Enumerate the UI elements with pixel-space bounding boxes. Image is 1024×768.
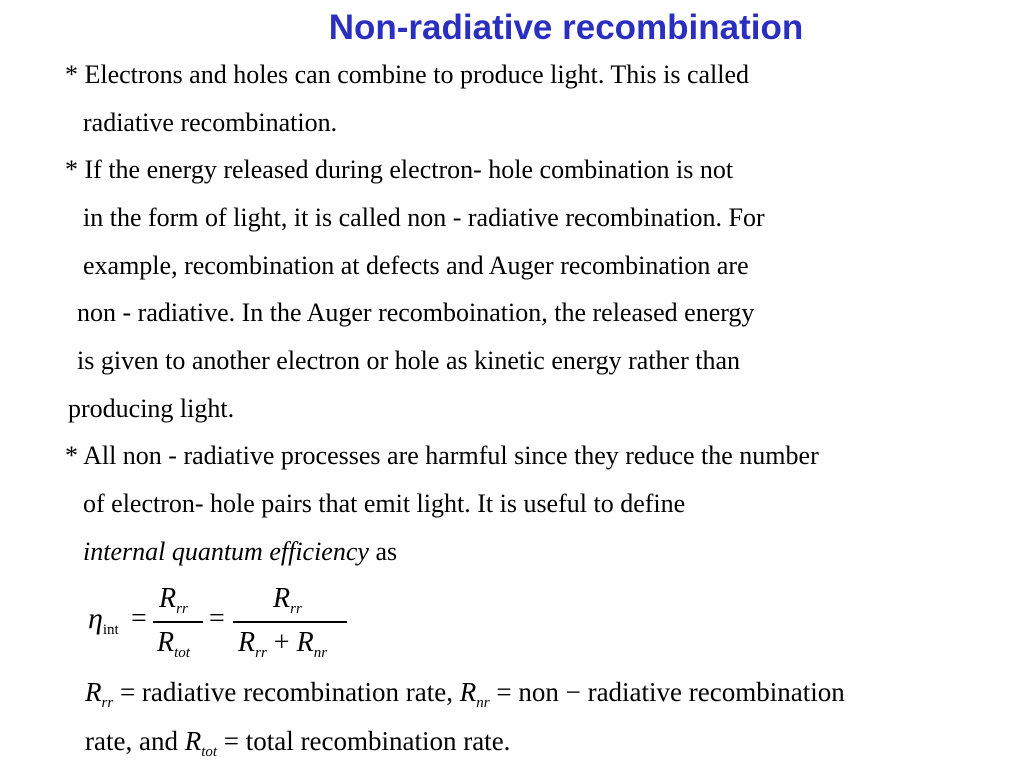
denominator-2 [238, 627, 327, 659]
text-line-3: * If the energy released during electron- hole combination is not [65, 155, 734, 184]
def-total-rate: = total recombination rate. [223, 726, 511, 756]
def-rate-and: rate, and [85, 726, 178, 756]
slide-title: Non-radiative recombination [328, 8, 804, 47]
numerator-1-sub: rr [176, 601, 188, 617]
numerator-2-r: R [273, 583, 291, 614]
text-line-8: producing light. [68, 394, 235, 423]
def-rnr-sub: nr [476, 695, 490, 711]
eta-subscript: int [102, 622, 119, 638]
denominator-1-r: R [157, 627, 175, 658]
equals-1: = [131, 603, 147, 634]
equals-2: = [209, 603, 225, 634]
definition-line-1 [85, 677, 845, 711]
def-rnr: R [459, 677, 477, 707]
denominator-2-sub2: nr [313, 645, 328, 661]
fraction-bar-2 [233, 621, 347, 623]
numerator-1-r: R [159, 583, 177, 614]
denominator-1 [157, 627, 190, 659]
denominator-2-r1: R [238, 627, 256, 658]
text-line-2: radiative recombination. [83, 108, 338, 137]
denominator-2-sub1: rr [255, 645, 267, 661]
denominator-1-sub: tot [174, 645, 190, 661]
def-rtot: R [184, 726, 202, 756]
iqe-term: internal quantum efficiency [83, 537, 369, 566]
numerator-2 [273, 583, 302, 615]
define-suffix: as [375, 537, 398, 566]
text-line-10: of electron- hole pairs that emit light. It is useful to define [83, 489, 686, 518]
def-radiative-rate: = radiative recombination rate, [119, 677, 454, 707]
numerator-1 [159, 583, 188, 615]
def-rrr-sub: rr [101, 695, 114, 711]
text-line-1: * Electrons and holes can combine to produce light. This is called [65, 60, 750, 89]
def-rrr: R [85, 677, 102, 707]
text-line-7: is given to another electron or hole as kinetic energy rather than [77, 346, 740, 375]
text-line-6: non - radiative. In the Auger recomboination, the released energy [77, 298, 755, 327]
denominator-2-plus: + [273, 627, 290, 658]
numerator-2-sub: rr [290, 601, 302, 617]
definition-line-2 [85, 726, 511, 760]
text-line-5: example, recombination at defects and Auger recombination are [83, 251, 749, 280]
def-nonradiative-rate: = non − radiative recombination [496, 677, 845, 707]
fraction-bar-1 [153, 621, 203, 623]
eta-symbol [88, 602, 119, 636]
text-line-9: * All non - radiative processes are harmful since they reduce the number [65, 441, 819, 470]
denominator-2-r2: R [296, 627, 314, 658]
def-rtot-sub: tot [201, 744, 218, 760]
text-line-4: in the form of light, it is called non - radiative recombination. For [83, 203, 765, 232]
eta-char: η [88, 602, 103, 635]
